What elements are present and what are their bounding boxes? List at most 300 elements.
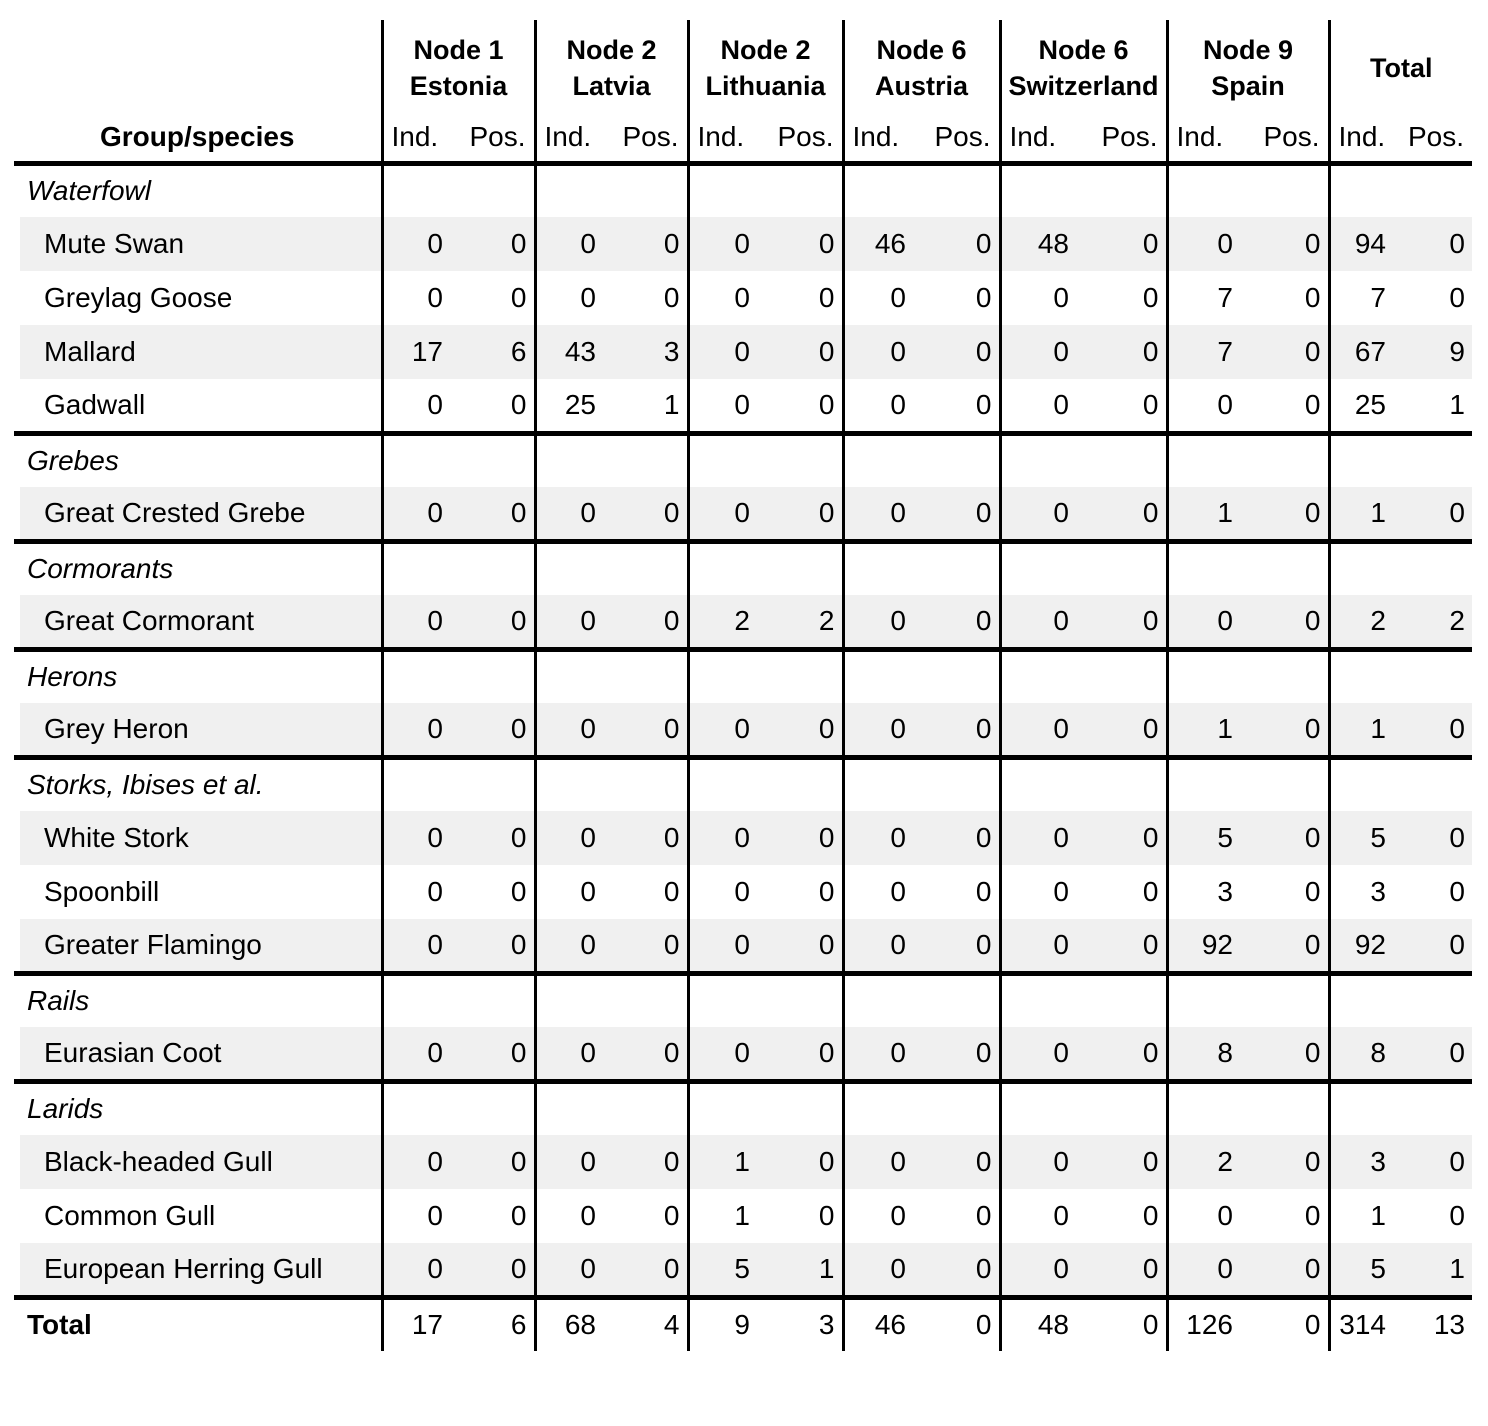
ind-count-cell: 0 [535, 1027, 611, 1081]
pos-count-cell: 0 [921, 919, 1000, 973]
ind-count-cell: 3 [1167, 865, 1248, 919]
group-name: Waterfowl [27, 175, 151, 207]
node-label: Node 6 [876, 34, 967, 65]
pos-count-cell: 0 [1248, 703, 1329, 757]
ind-subheader: Ind. [843, 117, 921, 163]
ind-count-cell: 0 [382, 379, 458, 433]
pos-total-cell: 6 [510, 1309, 527, 1341]
ind-count-cell: 67 [1329, 325, 1401, 379]
country-label: Switzerland [1008, 70, 1159, 101]
ind-count-cell: 0 [1000, 1027, 1084, 1081]
ind-count-cell: 0 [843, 811, 921, 865]
species-row [14, 1027, 1472, 1081]
species-name: Greylag Goose [44, 282, 233, 313]
pos-count-cell: 0 [765, 919, 843, 973]
pos-count-cell: 1 [1401, 1243, 1472, 1297]
group-header-row [14, 433, 1472, 487]
pos-total-cell: 13 [1433, 1309, 1465, 1341]
ind-count-cell: 0 [1000, 1135, 1084, 1189]
empty-cell [921, 163, 1000, 217]
empty-cell [611, 433, 688, 487]
pos-count-cell: 0 [611, 595, 688, 649]
pos-count-cell: 0 [921, 811, 1000, 865]
empty-cell [843, 1081, 921, 1135]
country-label: Austria [874, 70, 969, 101]
empty-cell [382, 163, 458, 217]
empty-cell [1329, 973, 1401, 1027]
node-label: Node 6 [1038, 34, 1129, 65]
empty-cell [921, 649, 1000, 703]
empty-cell [843, 649, 921, 703]
empty-cell [382, 541, 458, 595]
pos-count-cell: 0 [1084, 595, 1167, 649]
empty-cell [1329, 541, 1401, 595]
pos-count-cell: 0 [1401, 811, 1472, 865]
ind-count-cell: 0 [843, 703, 921, 757]
pos-count-cell: 0 [510, 876, 527, 907]
empty-cell [1084, 541, 1167, 595]
country-label: Lithuania [705, 70, 826, 101]
species-row [14, 1135, 1472, 1189]
pos-total-cell: 3 [818, 1309, 835, 1341]
pos-count-cell: 0 [1248, 487, 1329, 541]
ind-count-cell: 0 [843, 1027, 921, 1081]
pos-total-cell: 0 [975, 1309, 992, 1341]
ind-count-cell: 0 [382, 1243, 458, 1297]
empty-cell [921, 973, 1000, 1027]
pos-count-cell: 0 [1304, 1200, 1321, 1231]
species-row [14, 487, 1472, 541]
empty-cell [1401, 1081, 1472, 1135]
pos-count-cell: 0 [611, 811, 688, 865]
ind-count-cell: 0 [1000, 1189, 1084, 1243]
pos-count-cell: 0 [611, 1027, 688, 1081]
node-label: Node 1 [413, 34, 504, 65]
pos-count-cell: 0 [975, 876, 992, 907]
empty-cell [458, 757, 535, 811]
column-group-header [688, 20, 843, 117]
group-header-row [14, 649, 1472, 703]
column-group-header [1000, 20, 1167, 117]
ind-count-cell: 7 [1329, 271, 1401, 325]
ind-count-cell: 0 [382, 217, 458, 271]
ind-count-cell: 2 [1329, 595, 1401, 649]
ind-count-cell: 0 [382, 595, 458, 649]
empty-cell [382, 433, 458, 487]
empty-cell [1401, 757, 1472, 811]
subheader-row [14, 117, 1472, 163]
grand-total-section [14, 1297, 1472, 1351]
empty-cell [1329, 1081, 1401, 1135]
group-header-row [14, 163, 1472, 217]
empty-cell [1084, 973, 1167, 1027]
pos-count-cell: 0 [975, 388, 992, 420]
ind-count-cell: 0 [688, 1027, 765, 1081]
species-row [14, 703, 1472, 757]
pos-count-cell: 0 [663, 282, 680, 313]
empty-cell [1248, 757, 1329, 811]
table-header [14, 20, 1472, 163]
group-rails [14, 973, 1472, 1081]
empty-cell [535, 757, 611, 811]
ind-count-cell: 5 [1167, 811, 1248, 865]
species-name: Great Cormorant [14, 595, 382, 649]
empty-cell [1084, 163, 1167, 217]
empty-cell [1167, 163, 1248, 217]
corner-cell [14, 20, 382, 117]
pos-count-cell: 0 [458, 1243, 535, 1297]
ind-count-cell: 0 [688, 865, 765, 919]
empty-cell [1000, 1081, 1084, 1135]
empty-cell [921, 433, 1000, 487]
pos-subheader: Pos. [622, 120, 679, 152]
empty-cell [535, 541, 611, 595]
empty-cell [765, 649, 843, 703]
pos-subheader: Pos. [1407, 120, 1464, 152]
ind-count-cell: 43 [535, 325, 611, 379]
empty-cell [1401, 163, 1472, 217]
species-name: Greater Flamingo [14, 919, 382, 973]
ind-count-cell: 92 [1167, 919, 1248, 973]
column-group-header [843, 20, 1000, 117]
ind-count-cell: 0 [1000, 487, 1084, 541]
empty-cell [1000, 757, 1084, 811]
ind-total-cell: 9 [688, 1297, 765, 1351]
ind-count-cell: 0 [382, 487, 458, 541]
pos-count-cell: 0 [975, 1200, 992, 1231]
pos-count-cell: 3 [611, 325, 688, 379]
ind-subheader: Ind. [688, 117, 765, 163]
empty-cell [535, 1081, 611, 1135]
empty-cell [535, 649, 611, 703]
ind-count-cell: 0 [843, 487, 921, 541]
ind-count-cell: 0 [382, 1027, 458, 1081]
pos-count-cell: 1 [765, 1243, 843, 1297]
empty-cell [1248, 973, 1329, 1027]
ind-count-cell: 0 [1000, 325, 1084, 379]
empty-cell [843, 433, 921, 487]
pos-subheader: Pos. [1263, 120, 1320, 152]
species-row [14, 595, 1472, 649]
pos-count-cell: 0 [458, 1135, 535, 1189]
ind-count-cell: 0 [688, 379, 765, 433]
column-group-header [1167, 20, 1329, 117]
empty-cell [458, 433, 535, 487]
ind-count-cell: 46 [843, 217, 921, 271]
pos-count-cell: 0 [818, 282, 835, 313]
empty-cell [765, 1081, 843, 1135]
pos-count-cell: 0 [1142, 876, 1159, 907]
empty-cell [535, 433, 611, 487]
species-row [14, 379, 1472, 433]
species-name: Great Crested Grebe [14, 487, 382, 541]
pos-count-cell: 0 [818, 388, 835, 420]
species-name: Eurasian Coot [14, 1027, 382, 1081]
pos-count-cell: 0 [1449, 282, 1465, 313]
empty-cell [1401, 541, 1472, 595]
empty-cell [765, 163, 843, 217]
pos-count-cell: 0 [458, 703, 535, 757]
pos-count-cell: 0 [458, 1027, 535, 1081]
group-herons [14, 649, 1472, 757]
total-row [14, 1297, 1472, 1351]
species-row [14, 1243, 1472, 1297]
ind-count-cell: 0 [1000, 1243, 1084, 1297]
group-header-row [14, 973, 1472, 1027]
empty-cell [688, 163, 765, 217]
pos-count-cell: 0 [1304, 388, 1321, 420]
pos-count-cell: 0 [765, 703, 843, 757]
ind-count-cell: 0 [382, 1189, 458, 1243]
ind-count-cell: 0 [1000, 595, 1084, 649]
pos-count-cell: 0 [510, 388, 527, 420]
pos-count-cell: 0 [921, 1243, 1000, 1297]
pos-count-cell: 1 [663, 388, 680, 420]
ind-count-cell: 7 [1167, 325, 1248, 379]
pos-count-cell: 0 [611, 703, 688, 757]
species-row [14, 217, 1472, 271]
ind-count-cell: 0 [688, 271, 765, 325]
ind-count-cell: 0 [688, 217, 765, 271]
ind-count-cell: 0 [688, 919, 765, 973]
ind-count-cell: 0 [1000, 379, 1084, 433]
group-larids [14, 1081, 1472, 1297]
pos-count-cell: 0 [510, 1200, 527, 1231]
ind-count-cell: 0 [535, 919, 611, 973]
pos-count-cell: 0 [765, 217, 843, 271]
species-row [14, 811, 1472, 865]
empty-cell [535, 973, 611, 1027]
empty-cell [611, 973, 688, 1027]
ind-count-cell: 0 [688, 811, 765, 865]
empty-cell [843, 757, 921, 811]
pos-count-cell: 0 [1248, 1135, 1329, 1189]
group-cormorants [14, 541, 1472, 649]
group-header-row [14, 541, 1472, 595]
pos-count-cell: 0 [1401, 487, 1472, 541]
ind-count-cell: 0 [688, 487, 765, 541]
empty-cell [382, 649, 458, 703]
empty-cell [765, 433, 843, 487]
ind-count-cell: 2 [688, 595, 765, 649]
column-group-header [535, 20, 688, 117]
species-count-table [14, 20, 1472, 1351]
pos-subheader: Pos. [934, 120, 991, 152]
ind-count-cell: 3 [1329, 1135, 1401, 1189]
pos-count-cell: 0 [510, 282, 527, 313]
pos-count-cell: 0 [765, 1135, 843, 1189]
ind-count-cell: 1 [688, 1135, 765, 1189]
empty-cell [382, 973, 458, 1027]
pos-count-cell: 0 [1304, 876, 1321, 907]
empty-cell [843, 541, 921, 595]
ind-count-cell: 1 [1167, 703, 1248, 757]
country-label: Estonia [409, 70, 508, 101]
row-header: Group/species [99, 120, 295, 152]
species-row [14, 271, 1472, 325]
ind-count-cell: 1 [1329, 703, 1401, 757]
ind-count-cell: 0 [535, 1189, 611, 1243]
pos-count-cell: 0 [1084, 703, 1167, 757]
empty-cell [1167, 973, 1248, 1027]
empty-cell [1401, 649, 1472, 703]
species-name: Black-headed Gull [14, 1135, 382, 1189]
empty-cell [1000, 541, 1084, 595]
pos-count-cell: 0 [1248, 595, 1329, 649]
group-name: Storks, Ibises et al. [27, 769, 264, 801]
ind-count-cell: 0 [1167, 379, 1248, 433]
empty-cell [688, 1081, 765, 1135]
pos-count-cell: 0 [921, 217, 1000, 271]
pos-count-cell: 0 [458, 217, 535, 271]
ind-count-cell: 0 [382, 703, 458, 757]
pos-count-cell: 0 [1084, 1027, 1167, 1081]
empty-cell [1000, 163, 1084, 217]
node-header-row [14, 20, 1472, 117]
group-name: Grebes [27, 445, 119, 477]
ind-count-cell: 1 [1167, 487, 1248, 541]
empty-cell [688, 973, 765, 1027]
empty-cell [611, 163, 688, 217]
column-group-header [382, 20, 535, 117]
empty-cell [1401, 433, 1472, 487]
ind-total-cell: 48 [1000, 1297, 1084, 1351]
pos-count-cell: 0 [611, 1135, 688, 1189]
ind-count-cell: 0 [535, 271, 611, 325]
ind-count-cell: 0 [535, 1135, 611, 1189]
empty-cell [458, 649, 535, 703]
empty-cell [765, 541, 843, 595]
pos-count-cell: 6 [458, 325, 535, 379]
pos-count-cell: 0 [1401, 919, 1472, 973]
pos-count-cell: 0 [921, 325, 1000, 379]
ind-count-cell: 5 [688, 1243, 765, 1297]
pos-total-cell: 4 [663, 1309, 680, 1341]
pos-count-cell: 0 [1248, 919, 1329, 973]
ind-count-cell: 1 [688, 1189, 765, 1243]
pos-count-cell: 0 [1084, 811, 1167, 865]
pos-count-cell: 0 [1248, 1027, 1329, 1081]
group-name: Cormorants [27, 553, 174, 585]
ind-subheader: Ind. [382, 117, 458, 163]
ind-total-cell: 68 [535, 1297, 611, 1351]
ind-count-cell: 0 [1167, 1243, 1248, 1297]
group-header-row [14, 757, 1472, 811]
pos-count-cell: 0 [611, 919, 688, 973]
ind-count-cell: 0 [843, 1135, 921, 1189]
pos-count-cell: 0 [663, 876, 680, 907]
empty-cell [765, 757, 843, 811]
species-row [14, 865, 1472, 919]
pos-count-cell: 0 [1401, 1135, 1472, 1189]
ind-count-cell: 0 [1167, 595, 1248, 649]
species-name: Mallard [14, 325, 382, 379]
ind-count-cell: 0 [1167, 217, 1248, 271]
empty-cell [1167, 1081, 1248, 1135]
ind-count-cell: 0 [688, 703, 765, 757]
pos-count-cell: 0 [921, 1027, 1000, 1081]
pos-count-cell: 0 [765, 487, 843, 541]
pos-count-cell: 0 [611, 217, 688, 271]
empty-cell [1167, 433, 1248, 487]
ind-count-cell: 0 [843, 919, 921, 973]
pos-count-cell: 0 [1084, 217, 1167, 271]
species-row [14, 1189, 1472, 1243]
ind-count-cell: 0 [1000, 865, 1084, 919]
pos-count-cell: 0 [1084, 919, 1167, 973]
ind-count-cell: 0 [843, 271, 921, 325]
country-label: Spain [1211, 70, 1285, 101]
pos-count-cell: 0 [1401, 217, 1472, 271]
ind-count-cell: 92 [1329, 919, 1401, 973]
empty-cell [1248, 433, 1329, 487]
group-name: Rails [27, 985, 90, 1017]
ind-subheader: Ind. [1329, 117, 1401, 163]
empty-cell [1167, 757, 1248, 811]
ind-count-cell: 0 [843, 865, 921, 919]
ind-count-cell: 0 [1000, 271, 1084, 325]
pos-count-cell: 0 [458, 595, 535, 649]
empty-cell [1248, 541, 1329, 595]
ind-count-cell: 94 [1329, 217, 1401, 271]
ind-count-cell: 1 [1329, 487, 1401, 541]
ind-subheader: Ind. [1167, 117, 1248, 163]
ind-count-cell: 1 [1329, 1189, 1401, 1243]
empty-cell [611, 757, 688, 811]
ind-count-cell: 0 [688, 325, 765, 379]
empty-cell [458, 163, 535, 217]
group-name: Herons [27, 661, 118, 693]
empty-cell [1084, 757, 1167, 811]
pos-subheader: Pos. [777, 120, 834, 152]
empty-cell [458, 973, 535, 1027]
species-name: European Herring Gull [14, 1243, 382, 1297]
empty-cell [382, 1081, 458, 1135]
ind-count-cell: 0 [535, 487, 611, 541]
ind-count-cell: 0 [382, 865, 458, 919]
ind-count-cell: 0 [843, 379, 921, 433]
pos-count-cell: 0 [1248, 1243, 1329, 1297]
pos-count-cell: 0 [458, 919, 535, 973]
ind-count-cell: 3 [1329, 865, 1401, 919]
ind-count-cell: 8 [1329, 1027, 1401, 1081]
ind-count-cell: 0 [382, 271, 458, 325]
pos-count-cell: 0 [1142, 1200, 1159, 1231]
pos-count-cell: 0 [1248, 325, 1329, 379]
ind-subheader: Ind. [535, 117, 611, 163]
pos-count-cell: 0 [1248, 811, 1329, 865]
empty-cell [611, 541, 688, 595]
pos-total-cell: 0 [1142, 1309, 1159, 1341]
empty-cell [688, 541, 765, 595]
ind-count-cell: 0 [1167, 1189, 1248, 1243]
pos-count-cell: 0 [975, 282, 992, 313]
pos-count-cell: 0 [818, 876, 835, 907]
empty-cell [921, 541, 1000, 595]
pos-count-cell: 0 [1084, 1243, 1167, 1297]
species-name: Spoonbill [44, 876, 160, 907]
pos-count-cell: 0 [921, 1135, 1000, 1189]
empty-cell [1329, 163, 1401, 217]
empty-cell [921, 1081, 1000, 1135]
empty-cell [1329, 757, 1401, 811]
species-row [14, 325, 1472, 379]
species-name: Common Gull [44, 1200, 216, 1231]
empty-cell [1248, 1081, 1329, 1135]
group-name: Larids [27, 1093, 104, 1125]
ind-count-cell: 0 [382, 1135, 458, 1189]
ind-count-cell: 0 [535, 595, 611, 649]
